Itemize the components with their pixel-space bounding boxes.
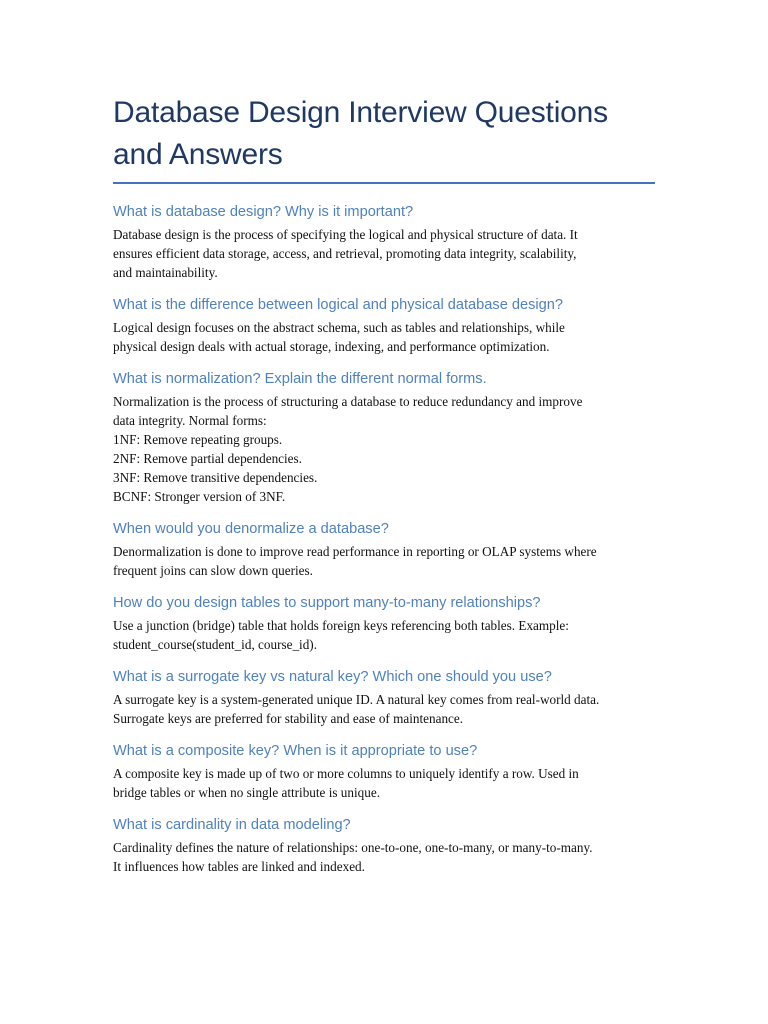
- answer-line: A surrogate key is a system-generated unique ID. A natural key comes from real-world data.: [113, 692, 600, 707]
- answer-text: [113, 838, 655, 876]
- answer-text: [113, 690, 655, 728]
- page-title-line-2: and Answers: [113, 138, 283, 171]
- question-heading: What is normalization? Explain the different normal forms.: [113, 371, 487, 387]
- qa-item: [113, 815, 655, 876]
- answer-text: [113, 392, 655, 506]
- answer-line: Cardinality defines the nature of relationships: one-to-one, one-to-many, or many-to-many.: [113, 840, 593, 855]
- question-heading: What is cardinality in data modeling?: [113, 817, 351, 833]
- answer-line: Surrogate keys are preferred for stability and ease of maintenance.: [113, 711, 464, 726]
- qa-item: [113, 741, 655, 802]
- question-heading: What is database design? Why is it important?: [113, 204, 414, 220]
- answer-line: Database design is the process of specifying the logical and physical structure of data. It: [113, 227, 578, 242]
- answer-line: A composite key is made up of two or more columns to uniquely identify a row. Used in: [113, 766, 579, 781]
- answer-text: [113, 225, 655, 282]
- qa-item: [113, 593, 655, 654]
- qa-item: [113, 519, 655, 580]
- question-heading: What is a surrogate key vs natural key? Which one should you use?: [113, 669, 552, 685]
- question-heading: What is the difference between logical and physical database design?: [113, 297, 563, 313]
- qa-item: [113, 295, 655, 356]
- answer-text: [113, 764, 655, 802]
- answer-line: Denormalization is done to improve read performance in reporting or OLAP systems where: [113, 544, 597, 559]
- page-title-line-1: Database Design Interview Questions: [113, 96, 608, 129]
- answer-line: 1NF: Remove repeating groups.: [113, 432, 283, 447]
- answer-line: Normalization is the process of structuring a database to reduce redundancy and improve: [113, 394, 583, 409]
- qa-item: [113, 202, 655, 282]
- answer-line: data integrity. Normal forms:: [113, 413, 267, 428]
- answer-line: student_course(student_id, course_id).: [113, 637, 317, 652]
- answer-line: physical design deals with actual storage, indexing, and performance optimization.: [113, 339, 550, 354]
- answer-line: and maintainability.: [113, 265, 218, 280]
- answer-line: 3NF: Remove transitive dependencies.: [113, 470, 318, 485]
- answer-text: [113, 616, 655, 654]
- qa-item: [113, 667, 655, 728]
- answer-line: It influences how tables are linked and indexed.: [113, 859, 365, 874]
- answer-line: ensures efficient data storage, access, and retrieval, promoting data integrity, scalability,: [113, 246, 577, 261]
- answer-text: [113, 542, 655, 580]
- answer-text: [113, 318, 655, 356]
- answer-line: Use a junction (bridge) table that holds foreign keys referencing both tables. Example:: [113, 618, 569, 633]
- qa-list: [113, 202, 655, 876]
- answer-line: Logical design focuses on the abstract schema, such as tables and relationships, while: [113, 320, 565, 335]
- page-title: [113, 92, 655, 176]
- question-heading: What is a composite key? When is it appropriate to use?: [113, 743, 478, 759]
- document-page: [113, 92, 655, 889]
- question-heading: When would you denormalize a database?: [113, 521, 389, 537]
- title-divider: [113, 182, 655, 184]
- answer-line: frequent joins can slow down queries.: [113, 563, 313, 578]
- answer-line: BCNF: Stronger version of 3NF.: [113, 489, 286, 504]
- answer-line: 2NF: Remove partial dependencies.: [113, 451, 302, 466]
- qa-item: [113, 369, 655, 506]
- answer-line: bridge tables or when no single attribute is unique.: [113, 785, 380, 800]
- question-heading: How do you design tables to support many-to-many relationships?: [113, 595, 541, 611]
